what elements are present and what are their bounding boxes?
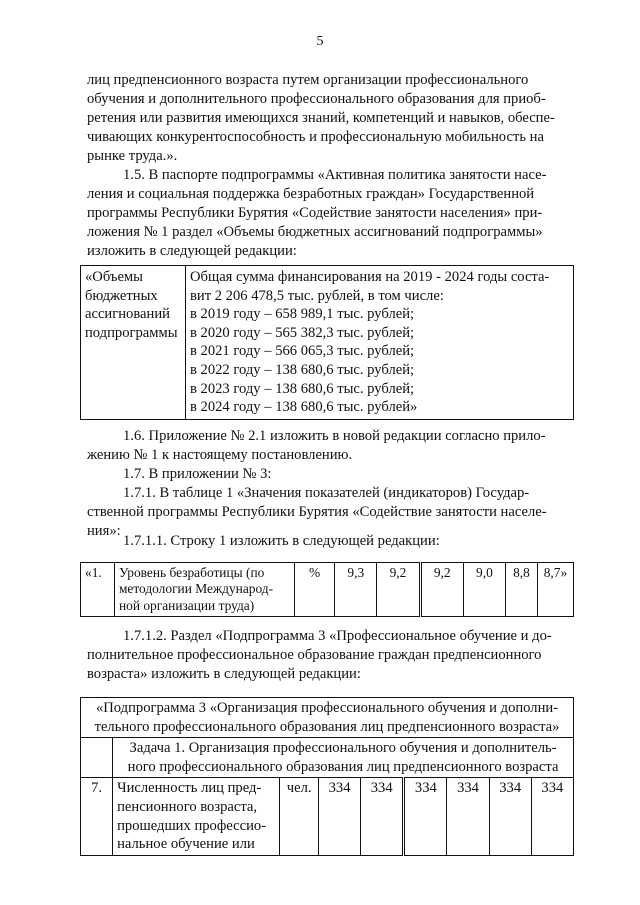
page-number: 5 [316,34,324,49]
text-line: в 2021 году – 566 065,3 тыс. рублей; [190,343,415,360]
value-cell: 334 [531,778,573,855]
budget-table [80,265,574,420]
task-cell [113,738,574,778]
paragraph-1-7-1-1: 1.7.1.1. Строку 1 изложить в следующей редакции: [123,533,440,549]
value-cell: 9,0 [463,563,505,617]
text-line: тельного профессионального образования лиц предпенсионного возраста» [94,718,560,735]
text-line: бюджетных [85,287,158,304]
text-line: лиц предпенсионного возраста путем организации профессионального [87,72,529,88]
text-line: в 2023 году – 138 680,6 тыс. рублей; [190,380,415,397]
paragraph-1-7: 1.7. В приложении № 3: [123,466,272,482]
text-line: Уровень безработицы (по [118,565,265,580]
text-line: Общая сумма финансирования на 2019 - 2024 годы соста- [190,269,550,285]
text-line: изложить в следующей редакции: [87,243,297,259]
row-number-cell: «1. [81,563,115,617]
value-cell: 8,7» [537,563,573,617]
text-line: в 2024 году – 138 680,6 тыс. рублей» [190,399,418,416]
unit-cell: % [295,563,335,617]
text-line: 1.5. В паспорте подпрограммы «Активная политика занятости насе- [123,167,547,183]
value-cell: 334 [361,778,404,855]
text-line: жению № 1 к настоящему постановлению. [87,447,353,463]
text-line: 1.6. Приложение № 2.1 изложить в новой редакции согласно прило- [123,428,546,444]
text-line: «Подпрограмма 3 «Организация профессионального обучения и дополни- [95,700,559,716]
text-line: прошедших профессио- [117,817,267,834]
text-line: ственной программы Республики Бурятия «Содействие занятости населе- [87,504,547,520]
text-line: «Объемы [85,269,143,285]
text-line: Задача 1. Организация профессионального обучения и дополнитель- [129,740,557,757]
text-line: ного профессионального образования лиц предпенсионного возраста [127,758,559,775]
text-line: методологии Международ- [118,581,274,597]
unit-cell: чел. [280,778,319,855]
row-number-cell: 7. [81,778,113,855]
text-line: 1.7.1.2. Раздел «Подпрограмма 3 «Профессиональное обучение и до- [123,628,552,644]
indicator-table [80,562,574,617]
text-line: ассигнований [85,306,170,323]
text-line: вит 2 206 478,5 тыс. рублей, в том числе: [190,287,444,304]
text-line: ретения или развития имеющихся знаний, компетенций и навыков, обеспе- [87,110,555,126]
value-cell: 9,2 [420,563,463,617]
empty-cell [81,738,113,778]
text-line: нальное обучение или [117,836,255,853]
text-line: 1.7.1. В таблице 1 «Значения показателей (индикаторов) Государ- [123,485,530,501]
budget-label-cell [81,266,186,420]
value-cell: 334 [447,778,489,855]
subprogram-table [80,697,574,856]
text-line: в 2022 году – 138 680,6 тыс. рублей; [190,361,415,378]
indicator-name-cell [114,563,294,617]
value-cell: 334 [318,778,360,855]
text-line: ложения № 1 раздел «Объемы бюджетных ассигнований подпрограммы» [87,224,543,240]
text-line: полнительное профессиональное образование граждан предпенсионного [87,647,542,663]
text-line: ния»: [87,523,121,539]
text-line: Численность лиц пред- [117,780,262,797]
text-line: рынке труда.». [87,148,178,164]
value-cell: 334 [404,778,447,855]
indicator-name-cell [113,778,280,855]
subprogram-header-cell [81,698,574,738]
value-cell: 8,8 [506,563,538,617]
text-line: подпрограммы [85,324,178,341]
text-line: чивающих конкурентоспособность и профессиональную мобильность на [87,129,544,145]
value-cell: 334 [489,778,531,855]
text-line: в 2020 году – 565 382,3 тыс. рублей; [190,324,415,341]
text-line: обучения и дополнительного профессионального образования для приоб- [87,91,546,107]
text-line: программы Республики Бурятия «Содействие занятости населения» при- [87,205,543,221]
text-line: пенсионного возраста, [117,798,258,815]
value-cell: 9,2 [377,563,420,617]
value-cell: 9,3 [335,563,377,617]
text-line: в 2019 году – 658 989,1 тыс. рублей; [190,306,415,323]
text-line: ной организации труда) [118,597,255,613]
budget-values-cell [186,266,574,420]
text-line: ления и социальная поддержка безработных граждан» Государственной [87,186,535,202]
text-line: возраста» изложить в следующей редакции: [87,666,361,682]
